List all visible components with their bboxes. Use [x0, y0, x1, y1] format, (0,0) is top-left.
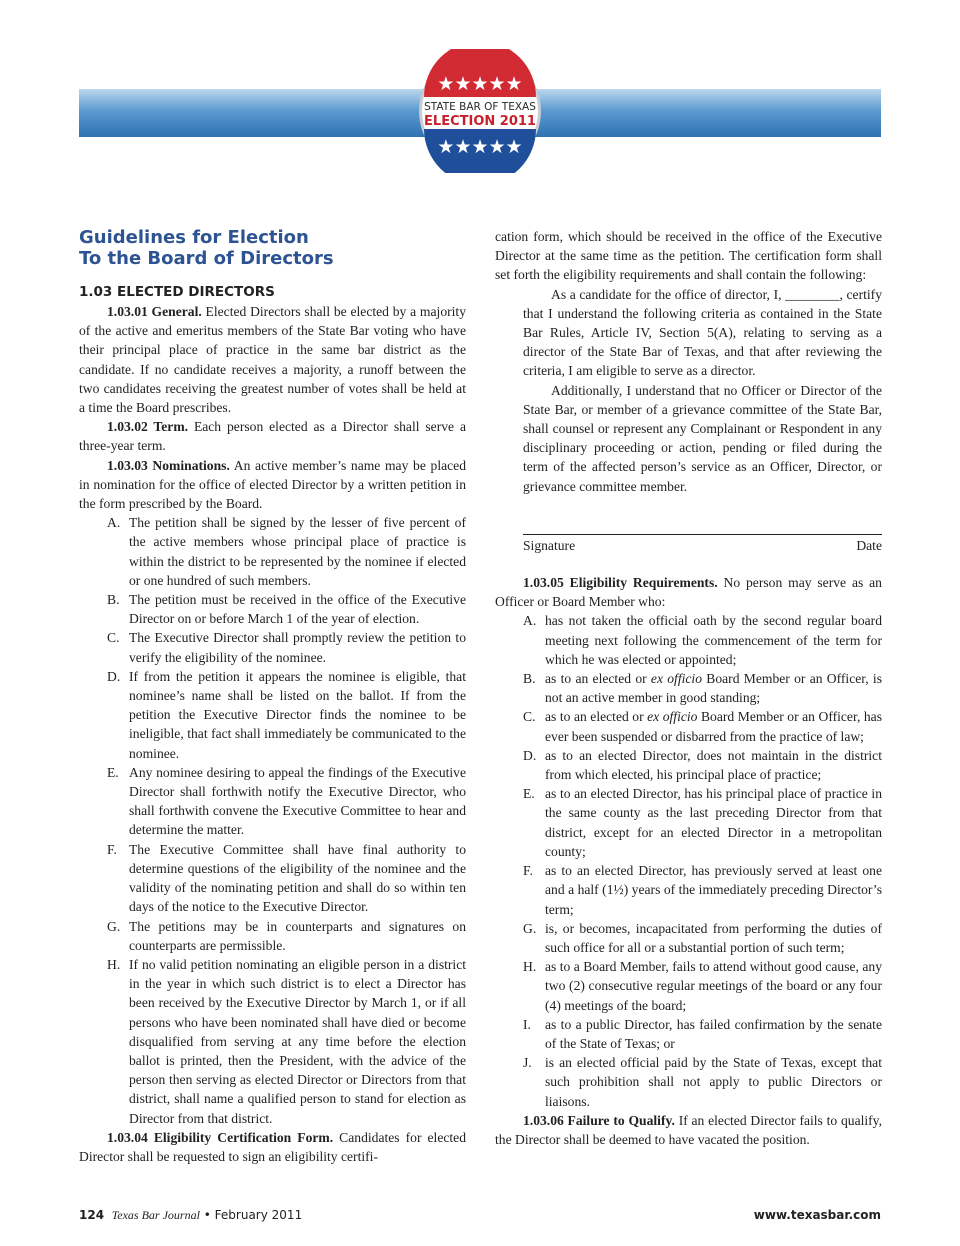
page-title: [79, 227, 466, 269]
date-label: Date: [856, 537, 882, 553]
list-letter: I.: [523, 1016, 531, 1032]
list-letter: E.: [107, 764, 119, 780]
list-text: If no valid petition nominating an eligible person in a district in the year in which such district is to elect a Director has been received by the Executive Director by March 1, or if all persons who have been nominated shall have died or become disqualified from serving at any time before the election ballot is printed, then the President, with the advice of the person then serving as elected Director or Directors from that district, shall name a qualified person to stand for election as Director from that district.: [129, 956, 466, 1126]
section-number: 1.03.03 Nominations.: [107, 457, 230, 473]
list-item: [495, 1053, 882, 1111]
list-text-italic: ex officio: [647, 709, 698, 725]
list-letter: C.: [107, 630, 120, 646]
list-text: as to a Board Member, fails to attend without good cause, any two (2) consecutive regular meetings of the board or any four (4) meetings of the board;: [545, 959, 882, 1013]
list-letter: G.: [107, 918, 121, 934]
list-item: [495, 861, 882, 919]
section-number: 1.03.04 Eligibility Certification Form.: [107, 1129, 334, 1145]
list-item: [495, 784, 882, 861]
list-item: [495, 611, 882, 669]
section-1-03-04-continued: cation form, which should be received in the office of the Executive Director at the same time as the petition. The certification form shall set forth the eligibility requirements and shall contain the following:: [495, 229, 882, 283]
election-badge-logo: [418, 49, 542, 173]
list-item: [495, 669, 882, 707]
list-letter: G.: [523, 920, 537, 936]
nominations-list: [79, 513, 466, 1128]
journal-name: Texas Bar Journal: [111, 1208, 200, 1222]
list-letter: F.: [107, 841, 117, 857]
section-number: 1.03.05 Eligibility Requirements.: [523, 575, 718, 591]
list-text-italic: ex officio: [650, 671, 702, 687]
election-badge: [418, 49, 542, 173]
list-letter: J.: [523, 1055, 532, 1071]
list-letter: D.: [107, 668, 121, 684]
section-text: Each person elected as a Director shall serve a three-year term.: [79, 419, 467, 454]
section-1-03-02: [79, 417, 466, 455]
list-text: If from the petition it appears the nominee is eligible, that nominee’s name shall be listed on the ballot. If from the petition the Executive Director finds the nominee to be ineligible, that fact shall immediately be communicated to the nominee.: [129, 668, 466, 761]
page-number: 124: [79, 1208, 105, 1222]
list-text: is, or becomes, incapacitated from performing the duties of such office for all or a substantial portion of such term;: [545, 920, 882, 955]
list-text: Board Member or an Officer, has ever been suspended or disbarred from the practice of law;: [545, 709, 882, 744]
list-text: The petition shall be signed by the lesser of five percent of the active members whose principal place of practice is within the district to be represented by the nominee if elected or one hundred of such members.: [129, 515, 466, 588]
list-item: [495, 957, 882, 1015]
badge-stars-top: ★★★★★: [437, 73, 523, 95]
section-1-03-05: [495, 573, 882, 611]
list-letter: E.: [523, 786, 535, 802]
page-footer: [79, 1208, 881, 1226]
list-item: [79, 763, 466, 840]
list-letter: A.: [107, 515, 121, 531]
certification-paragraph-2: Additionally, I understand that no Officer or Director of the State Bar, or member of a grievance committee of the State Bar, shall counsel or represent any Complainant or Respondent in any disciplinary proceeding or action, pending or filed during the term of the affected person’s service as an Officer, Director, or grievance committee member.: [523, 382, 882, 494]
list-text: The petitions may be in counterparts and signatures on counterparts are permissible.: [129, 918, 466, 953]
list-text: as to an elected Director, does not maintain in the district from which elected, his principal place of practice;: [545, 747, 882, 783]
list-letter: C.: [523, 709, 536, 725]
certification-paragraph-1: As a candidate for the office of director, I, ________, certify that I understand the following criteria as contained in the State Bar Rules, Article IV, Section 5(A), relating to serving as a director of the State Bar of Texas, and that after reviewing the criteria, I am eligible to serve as a director.: [523, 286, 882, 379]
list-text: Any nominee desiring to appeal the findings of the Executive Director shall forthwith notify the Executive Director, who shall forthwith convene the Executive Committee to hear and determine the matter.: [129, 764, 466, 838]
section-text: An active member’s name may be placed in nomination for the office of elected Director by a written petition in the form prescribed by the Board.: [79, 457, 466, 512]
section-number: 1.03.01 General.: [107, 304, 202, 319]
list-text: The Executive Director shall promptly review the petition to verify the eligibility of the nominee.: [129, 630, 466, 665]
title-line-2: To the Board of Directors: [79, 248, 334, 269]
list-item: [79, 667, 466, 763]
list-text: as to an elected Director, has previously served at least one and a half (1½) years of the immediately preceding Director’s term;: [545, 863, 882, 917]
footer-bullet: •: [203, 1208, 211, 1222]
website-link[interactable]: www.texasbar.com: [753, 1208, 881, 1222]
list-text: The petition must be received in the office of the Executive Director on or before March 1 of the year of election.: [129, 592, 466, 627]
list-item: [79, 590, 466, 628]
list-text: The Executive Committee shall have final authority to determine questions of the eligibility of the nominee and the validity of the nominating petition and shall do so within ten days of the notice to the Executive Director.: [129, 841, 466, 915]
right-column: [495, 227, 882, 1149]
section-1-03-06: [495, 1111, 882, 1149]
list-item: [79, 628, 466, 666]
section-1-03-01: [79, 302, 466, 417]
section-text: Elected Directors shall be elected by a majority of the active and emeritus members of the State Bar voting who have their principal place of practice in the same bar district as the candidate. If no candidate receives a majority, a runoff between the two candidates receiving the greatest number of votes shall be held at a time the Board prescribes.: [79, 304, 466, 416]
left-column: [79, 227, 466, 1166]
signature-line: [523, 534, 882, 555]
list-letter: B.: [523, 671, 536, 687]
list-letter: A.: [523, 613, 537, 629]
section-text: No person may serve as an Officer or Board Member who:: [495, 575, 882, 610]
title-line-1: Guidelines for Election: [79, 227, 309, 248]
list-item: [495, 1015, 882, 1053]
list-text: as to an elected or: [545, 671, 651, 687]
badge-line2: ELECTION 2011: [424, 114, 536, 129]
list-item: [495, 707, 882, 745]
list-text: has not taken the official oath by the second regular board meeting next following the commencement of the term for which he was elected or appointed;: [545, 613, 882, 667]
certification-form: [495, 285, 882, 496]
list-text: as to a public Director, has failed confirmation by the senate of the State of Texas; or: [545, 1016, 882, 1051]
list-text: Board Member or an Officer, is not an active member in good standing;: [545, 671, 882, 706]
issue-date: February 2011: [214, 1208, 303, 1222]
list-item: [79, 513, 466, 590]
list-text: is an elected official paid by the State of Texas, except that such prohibition shall not apply to public Directors or liaisons.: [545, 1055, 882, 1109]
list-text: as to an elected Director, has his principal place of practice in the same county as the last preceding Director from that district, except for an elected Director in a metropolitan county;: [545, 786, 882, 859]
section-number: 1.03.06 Failure to Qualify.: [523, 1112, 675, 1128]
list-item: [79, 955, 466, 1128]
section-heading: 1.03 ELECTED DIRECTORS: [79, 284, 275, 300]
eligibility-list: [495, 611, 882, 1110]
list-letter: D.: [523, 747, 537, 763]
list-text: as to an elected or: [545, 709, 648, 725]
section-number: 1.03.02 Term.: [107, 419, 189, 435]
section-text: If an elected Director fails to qualify, the Director shall be deemed to have vacated the position.: [495, 1112, 882, 1147]
signature-label: Signature: [523, 537, 576, 553]
list-item: [495, 746, 882, 784]
section-text: Candidates for elected Director shall be requested to sign an eligibility certifi-: [79, 1129, 466, 1164]
badge-line1: STATE BAR OF TEXAS: [424, 101, 536, 113]
list-item: [495, 919, 882, 957]
list-item: [79, 840, 466, 917]
list-letter: H.: [523, 959, 537, 975]
list-item: [79, 917, 466, 955]
list-letter: F.: [523, 863, 533, 879]
section-1-03-03: [79, 456, 466, 514]
badge-stars-bottom: ★★★★★: [437, 136, 523, 158]
list-letter: H.: [107, 956, 121, 972]
list-letter: B.: [107, 592, 120, 608]
section-1-03-04: [79, 1128, 466, 1166]
